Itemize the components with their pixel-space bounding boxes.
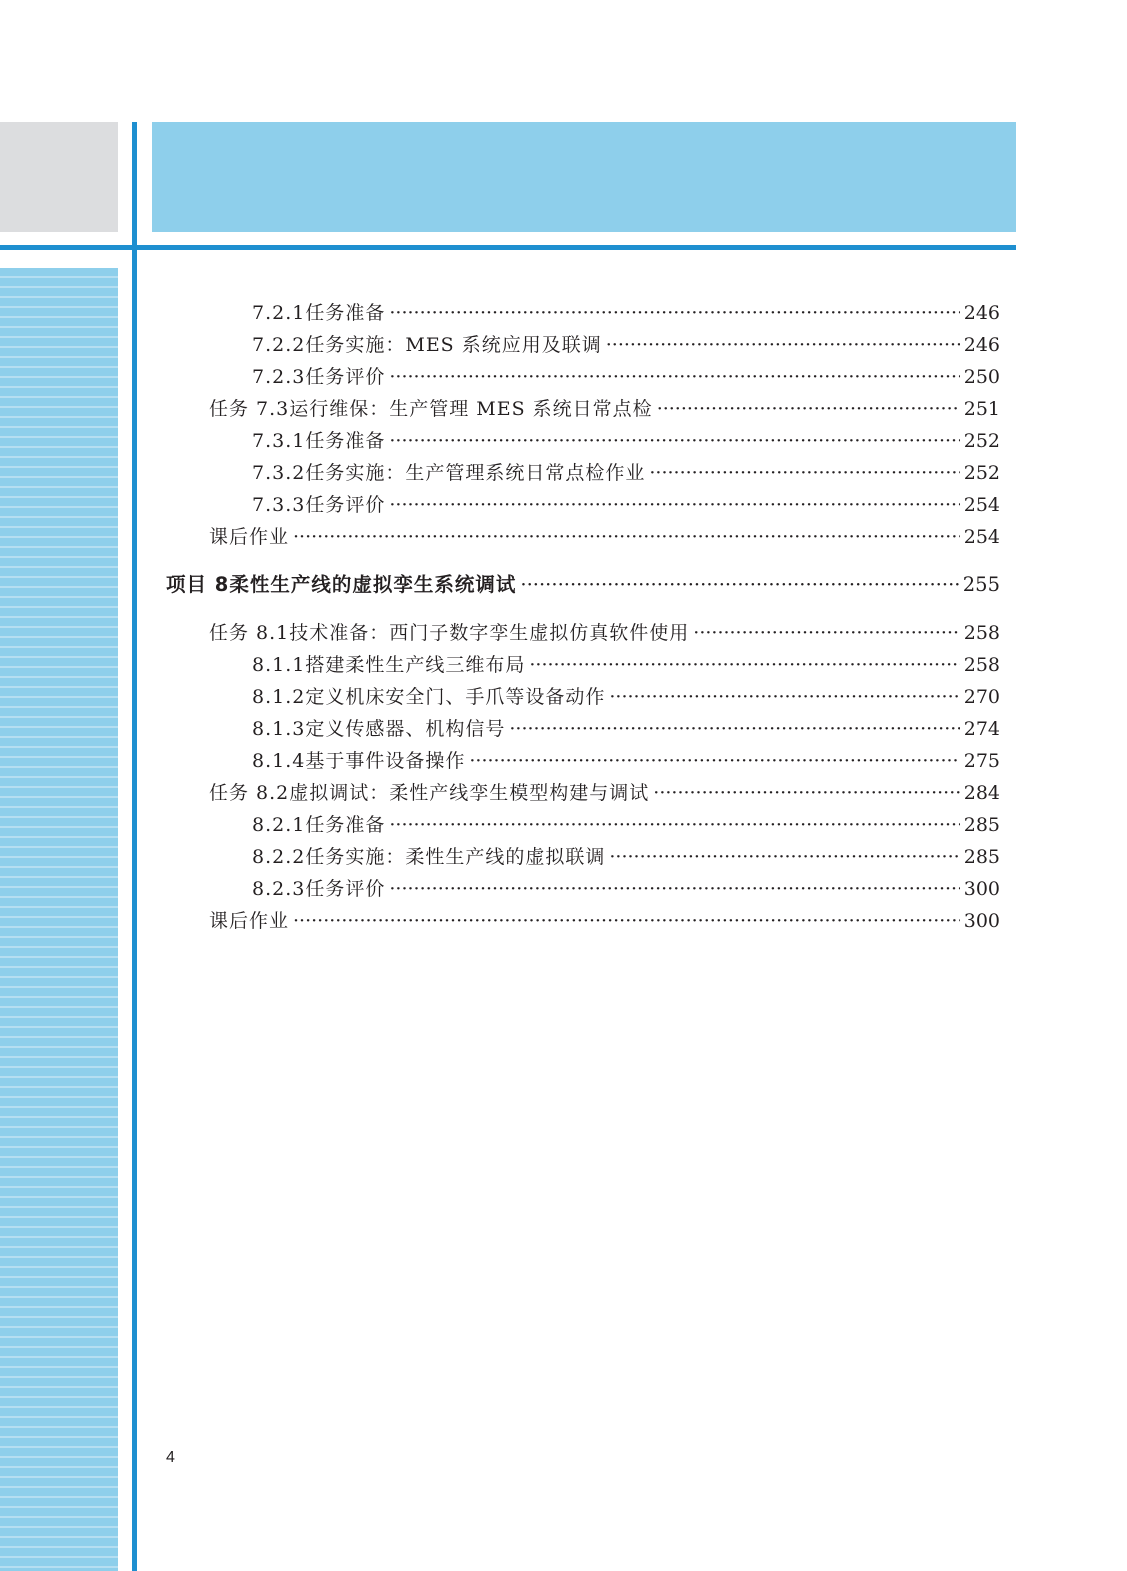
toc-leader-dots bbox=[520, 573, 958, 596]
toc-entry-title: 课后作业 bbox=[209, 910, 290, 932]
toc-entry-title: 任务准备 bbox=[305, 814, 386, 836]
side-striped-strip bbox=[0, 268, 118, 1571]
toc-entry-page: 254 bbox=[963, 494, 1000, 516]
toc-entry[interactable] bbox=[252, 650, 1000, 677]
toc-entry-page: 300 bbox=[963, 878, 1000, 900]
toc-entry-number: 任务 7.3 bbox=[209, 398, 290, 420]
toc-entry-number: 8.1.3 bbox=[252, 718, 306, 740]
toc-entry-title: 搭建柔性生产线三维布局 bbox=[305, 654, 526, 676]
toc-leader-dots bbox=[653, 782, 959, 804]
header-blue-band bbox=[152, 122, 1016, 232]
toc-entry-number: 项目 8 bbox=[166, 573, 230, 596]
toc-leader-dots bbox=[389, 430, 959, 452]
toc-leader-dots bbox=[649, 462, 959, 484]
toc-leader-dots bbox=[609, 846, 959, 868]
toc-entry-title: 柔性生产线的虚拟孪生系统调试 bbox=[229, 573, 517, 596]
toc-entry-page: 258 bbox=[963, 654, 1000, 676]
toc-entry-number: 8.1.4 bbox=[252, 750, 306, 772]
toc-entry[interactable] bbox=[252, 362, 1000, 389]
toc-entry[interactable] bbox=[252, 714, 1000, 741]
page-number: 4 bbox=[166, 1449, 175, 1466]
toc-entry-page: 251 bbox=[963, 398, 1000, 420]
toc-leader-dots bbox=[293, 910, 960, 932]
toc-entry-number: 8.2.1 bbox=[252, 814, 306, 836]
toc-entry[interactable] bbox=[252, 458, 1000, 485]
toc-entry-title: 任务评价 bbox=[305, 878, 386, 900]
toc-entry-page: 284 bbox=[963, 782, 1000, 804]
toc-entry[interactable] bbox=[252, 490, 1000, 517]
toc-entry-title: 定义机床安全门、手爪等设备动作 bbox=[305, 686, 606, 708]
toc-entry[interactable] bbox=[252, 298, 1000, 325]
toc-entry-number: 7.2.3 bbox=[252, 366, 306, 388]
toc-entry-page: 250 bbox=[963, 366, 1000, 388]
toc-entry-title: 任务准备 bbox=[305, 302, 386, 324]
toc-entry-page: 254 bbox=[963, 526, 1000, 548]
toc-entry-title: 任务评价 bbox=[305, 366, 386, 388]
toc-entry-page: 252 bbox=[963, 430, 1000, 452]
toc-leader-dots bbox=[657, 398, 960, 420]
toc-leader-dots bbox=[609, 686, 959, 708]
toc-entry-title: 定义传感器、机构信号 bbox=[305, 718, 506, 740]
toc-leader-dots bbox=[693, 622, 959, 644]
horizontal-accent-rule bbox=[0, 245, 1016, 250]
toc-entry[interactable] bbox=[209, 522, 1000, 549]
toc-entry-number: 8.1.2 bbox=[252, 686, 306, 708]
toc-leader-dots bbox=[509, 718, 959, 740]
toc-entry-number: 7.3.2 bbox=[252, 462, 306, 484]
toc-entry-number: 8.1.1 bbox=[252, 654, 306, 676]
toc-entry[interactable] bbox=[209, 778, 1000, 805]
header-gray-block bbox=[0, 122, 118, 232]
toc-entry-number: 7.3.3 bbox=[252, 494, 306, 516]
toc-entry[interactable] bbox=[252, 746, 1000, 773]
vertical-accent-rule bbox=[132, 122, 137, 1571]
toc-entry-title: 虚拟调试：柔性产线孪生模型构建与调试 bbox=[289, 782, 650, 804]
toc-entry-number: 7.2.1 bbox=[252, 302, 306, 324]
toc-entry-page: 285 bbox=[963, 814, 1000, 836]
toc-entry-page: 246 bbox=[963, 334, 1000, 356]
toc-entry-page: 270 bbox=[963, 686, 1000, 708]
toc-entry[interactable] bbox=[252, 874, 1000, 901]
toc-project-entry[interactable] bbox=[166, 569, 1000, 597]
toc-entry[interactable] bbox=[252, 810, 1000, 837]
toc-leader-dots bbox=[469, 750, 959, 772]
toc-leader-dots bbox=[389, 878, 959, 900]
toc-leader-dots bbox=[389, 302, 959, 324]
toc-leader-dots bbox=[606, 334, 960, 356]
toc-entry-title: 基于事件设备操作 bbox=[305, 750, 466, 772]
toc-entry-title: 技术准备：西门子数字孪生虚拟仿真软件使用 bbox=[289, 622, 690, 644]
toc-entry[interactable] bbox=[209, 618, 1000, 645]
toc-leader-dots bbox=[389, 366, 959, 388]
toc-entry-number: 7.2.2 bbox=[252, 334, 306, 356]
toc-entry-title: 运行维保：生产管理 MES 系统日常点检 bbox=[289, 398, 653, 420]
toc-leader-dots bbox=[529, 654, 959, 676]
toc-entry-page: 246 bbox=[963, 302, 1000, 324]
toc-entry-title: 任务实施：MES 系统应用及联调 bbox=[305, 334, 602, 356]
toc-entry[interactable] bbox=[252, 426, 1000, 453]
toc-entry-title: 任务实施：生产管理系统日常点检作业 bbox=[305, 462, 646, 484]
toc-leader-dots bbox=[389, 494, 959, 516]
toc-entry-title: 课后作业 bbox=[209, 526, 290, 548]
toc-entry[interactable] bbox=[252, 682, 1000, 709]
toc-entry-page: 285 bbox=[963, 846, 1000, 868]
toc-entry-page: 274 bbox=[963, 718, 1000, 740]
toc-entry-number: 8.2.2 bbox=[252, 846, 306, 868]
toc-entry-page: 258 bbox=[963, 622, 1000, 644]
toc-entry-page: 275 bbox=[963, 750, 1000, 772]
toc-entry-number: 任务 8.2 bbox=[209, 782, 290, 804]
toc-entry-title: 任务评价 bbox=[305, 494, 386, 516]
toc-entry-page: 255 bbox=[962, 573, 1000, 596]
toc-entry-number: 7.3.1 bbox=[252, 430, 306, 452]
toc-leader-dots bbox=[389, 814, 959, 836]
toc-entry-number: 8.2.3 bbox=[252, 878, 306, 900]
toc-entry-number: 任务 8.1 bbox=[209, 622, 290, 644]
toc-entry[interactable] bbox=[209, 906, 1000, 933]
toc-leader-dots bbox=[293, 526, 960, 548]
toc-entry[interactable] bbox=[209, 394, 1000, 421]
toc-entry-page: 300 bbox=[963, 910, 1000, 932]
toc-entry-title: 任务实施：柔性生产线的虚拟联调 bbox=[305, 846, 606, 868]
toc-entry[interactable] bbox=[252, 842, 1000, 869]
toc-entry[interactable] bbox=[252, 330, 1000, 357]
toc-entry-title: 任务准备 bbox=[305, 430, 386, 452]
toc-entry-page: 252 bbox=[963, 462, 1000, 484]
